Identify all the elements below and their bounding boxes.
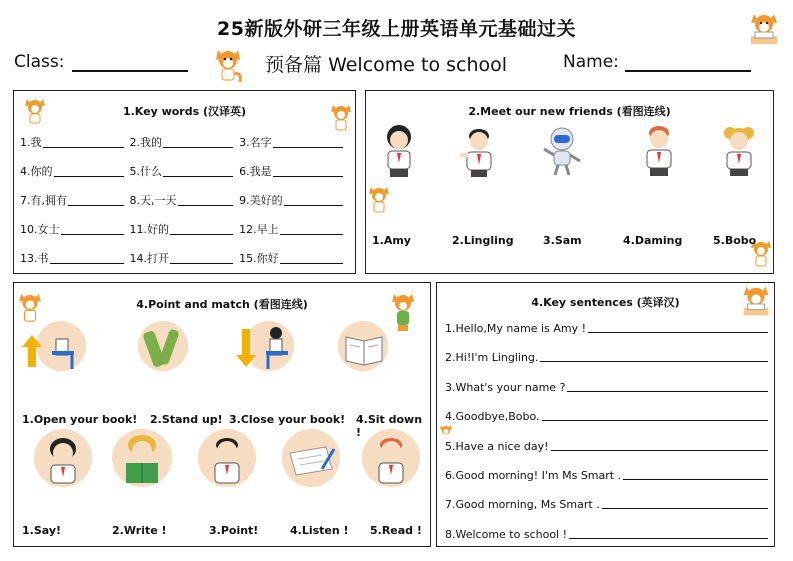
- key-word-prompt: 3.名字: [239, 136, 272, 149]
- fox-mascot-icon: [24, 95, 46, 125]
- key-words-section: [13, 90, 356, 274]
- action-label[interactable]: 5.Read !: [370, 524, 422, 537]
- sentence-text: 6.Good morning! I'm Ms Smart .: [445, 469, 622, 482]
- sentence-row: [445, 469, 768, 482]
- sentence-text: 2.Hi!I'm Lingling.: [445, 351, 539, 364]
- answer-blank[interactable]: [280, 253, 343, 264]
- key-word-prompt: 9.美好的: [239, 194, 283, 207]
- sentence-text: 7.Good morning, Ms Smart .: [445, 498, 600, 511]
- key-word-prompt: 11.好的: [129, 223, 170, 236]
- sentence-row: [445, 410, 768, 423]
- key-words-row: [20, 221, 349, 237]
- key-word-prompt: 15.你好: [239, 252, 279, 265]
- answer-blank[interactable]: [551, 450, 768, 451]
- answer-blank[interactable]: [170, 224, 233, 235]
- fox-mascot-icon: [214, 44, 242, 86]
- fox-mascot-icon: [330, 101, 352, 133]
- answer-blank[interactable]: [273, 137, 343, 148]
- listen-picture[interactable]: [198, 429, 256, 487]
- answer-blank[interactable]: [50, 253, 124, 264]
- answer-blank[interactable]: [623, 479, 768, 480]
- key-word-prompt: 6.我是: [239, 165, 272, 178]
- answer-blank[interactable]: [569, 538, 768, 539]
- key-words-title: 1.Key words (汉译英): [122, 105, 247, 118]
- key-words-row: [20, 134, 349, 150]
- daming-picture-icon[interactable]: [640, 123, 678, 177]
- fox-mascot-icon: [18, 289, 42, 325]
- read-picture[interactable]: [112, 429, 172, 487]
- subtitle-en: Welcome to school: [328, 54, 508, 76]
- key-words-row: [20, 250, 349, 266]
- key-words-row: [20, 192, 349, 208]
- class-label: Class:: [14, 52, 65, 72]
- answer-blank[interactable]: [54, 166, 124, 177]
- fox-mascot-icon: [439, 423, 453, 441]
- sentence-text: 1.Hello,My name is Amy !: [445, 322, 587, 335]
- sentence-row: [445, 322, 768, 335]
- answer-blank[interactable]: [163, 166, 233, 177]
- action-label[interactable]: 3.Point!: [209, 524, 259, 537]
- sentence-row: [445, 440, 768, 453]
- friend-name-label[interactable]: 1.Amy: [372, 234, 411, 247]
- answer-blank[interactable]: [273, 166, 343, 177]
- girl-reading-icon: [112, 429, 172, 487]
- open-book-picture[interactable]: [332, 321, 396, 373]
- answer-blank[interactable]: [567, 391, 768, 392]
- hand-point-icon: [134, 321, 198, 373]
- answer-blank[interactable]: [68, 195, 124, 206]
- girl-speaking-icon: [34, 429, 92, 487]
- lingling-picture-icon[interactable]: [460, 125, 498, 177]
- fox-mascot-icon: [368, 183, 390, 215]
- sentence-text: 4.Goodbye,Bobo.: [445, 410, 540, 423]
- command-label[interactable]: 1.Open your book!: [22, 413, 138, 426]
- boy-picture[interactable]: [362, 429, 420, 487]
- sentence-row: [445, 381, 768, 394]
- key-sentences-section: [436, 282, 775, 547]
- command-label[interactable]: 3.Close your book!: [229, 413, 346, 426]
- key-words-row: [20, 163, 349, 179]
- key-word-prompt: 14.打开: [129, 252, 170, 265]
- answer-blank[interactable]: [588, 332, 768, 333]
- sentence-row: [445, 528, 768, 541]
- key-word-prompt: 7.有,拥有: [20, 194, 67, 207]
- point-picture[interactable]: [134, 321, 198, 373]
- up-arrow-icon: [22, 321, 86, 373]
- answer-blank[interactable]: [61, 224, 124, 235]
- key-word-prompt: 4.你的: [20, 165, 53, 178]
- sentence-text: 8.Welcome to school !: [445, 528, 568, 541]
- book-icon: [332, 321, 396, 373]
- friend-name-label[interactable]: 2.Lingling: [452, 234, 514, 247]
- stand-up-picture[interactable]: [22, 321, 86, 373]
- down-arrow-icon: [236, 321, 300, 373]
- key-word-prompt: 2.我的: [129, 136, 163, 149]
- key-word-prompt: 5.什么: [129, 165, 163, 178]
- boy-listening-icon: [198, 429, 256, 487]
- say-picture[interactable]: [34, 429, 92, 487]
- key-word-prompt: 8.天,一天: [129, 194, 177, 207]
- page-title: 25新版外研三年级上册英语单元基础过关: [217, 18, 576, 40]
- command-label[interactable]: 2.Stand up!: [150, 413, 223, 426]
- answer-blank[interactable]: [540, 361, 768, 362]
- answer-blank[interactable]: [43, 137, 124, 148]
- bobo-picture-icon[interactable]: [720, 123, 758, 177]
- meet-friends-section: [365, 90, 774, 274]
- write-picture[interactable]: [282, 429, 340, 487]
- class-field[interactable]: [72, 70, 188, 72]
- answer-blank[interactable]: [542, 420, 768, 421]
- action-label[interactable]: 2.Write !: [112, 524, 167, 537]
- key-word-prompt: 1.我: [20, 136, 42, 149]
- action-label[interactable]: 4.Listen !: [290, 524, 349, 537]
- subtitle: [265, 50, 507, 77]
- key-word-prompt: 13.书: [20, 252, 49, 265]
- name-label: Name:: [563, 52, 619, 72]
- point-match-section: [13, 282, 431, 547]
- sit-down-picture[interactable]: [236, 321, 300, 373]
- fox-reading-icon: [747, 10, 781, 52]
- amy-picture-icon[interactable]: [380, 123, 418, 177]
- friend-name-label[interactable]: 5.Bobo: [713, 234, 757, 247]
- friend-name-label[interactable]: 3.Sam: [543, 234, 582, 247]
- sentence-row: [445, 351, 768, 364]
- subtitle-cn: 预备篇: [265, 54, 323, 76]
- hand-writing-icon: [282, 429, 340, 487]
- answer-blank[interactable]: [170, 253, 233, 264]
- answer-blank[interactable]: [163, 137, 233, 148]
- answer-blank[interactable]: [280, 224, 343, 235]
- sentence-text: 5.Have a nice day!: [445, 440, 549, 453]
- answer-blank[interactable]: [602, 508, 768, 509]
- action-label[interactable]: 1.Say!: [22, 524, 62, 537]
- answer-blank[interactable]: [178, 195, 234, 206]
- sentence-text: 3.What's your name ?: [445, 381, 566, 394]
- meet-friends-title: 2.Meet our new friends (看图连线): [468, 105, 671, 118]
- boy-thumbs-icon: [362, 429, 420, 487]
- answer-blank[interactable]: [284, 195, 343, 206]
- fox-reading-icon: [739, 283, 773, 323]
- key-sentences-title: 4.Key sentences (英译汉): [531, 296, 680, 309]
- name-field[interactable]: [625, 70, 751, 72]
- command-label[interactable]: 4.Sit down !: [356, 413, 423, 439]
- key-word-prompt: 10.女士: [20, 223, 60, 236]
- sentence-row: [445, 498, 768, 511]
- sam-robot-picture-icon[interactable]: [542, 125, 582, 177]
- friend-name-label[interactable]: 4.Daming: [623, 234, 683, 247]
- point-match-title: 4.Point and match (看图连线): [136, 298, 308, 311]
- key-word-prompt: 12.早上: [239, 223, 279, 236]
